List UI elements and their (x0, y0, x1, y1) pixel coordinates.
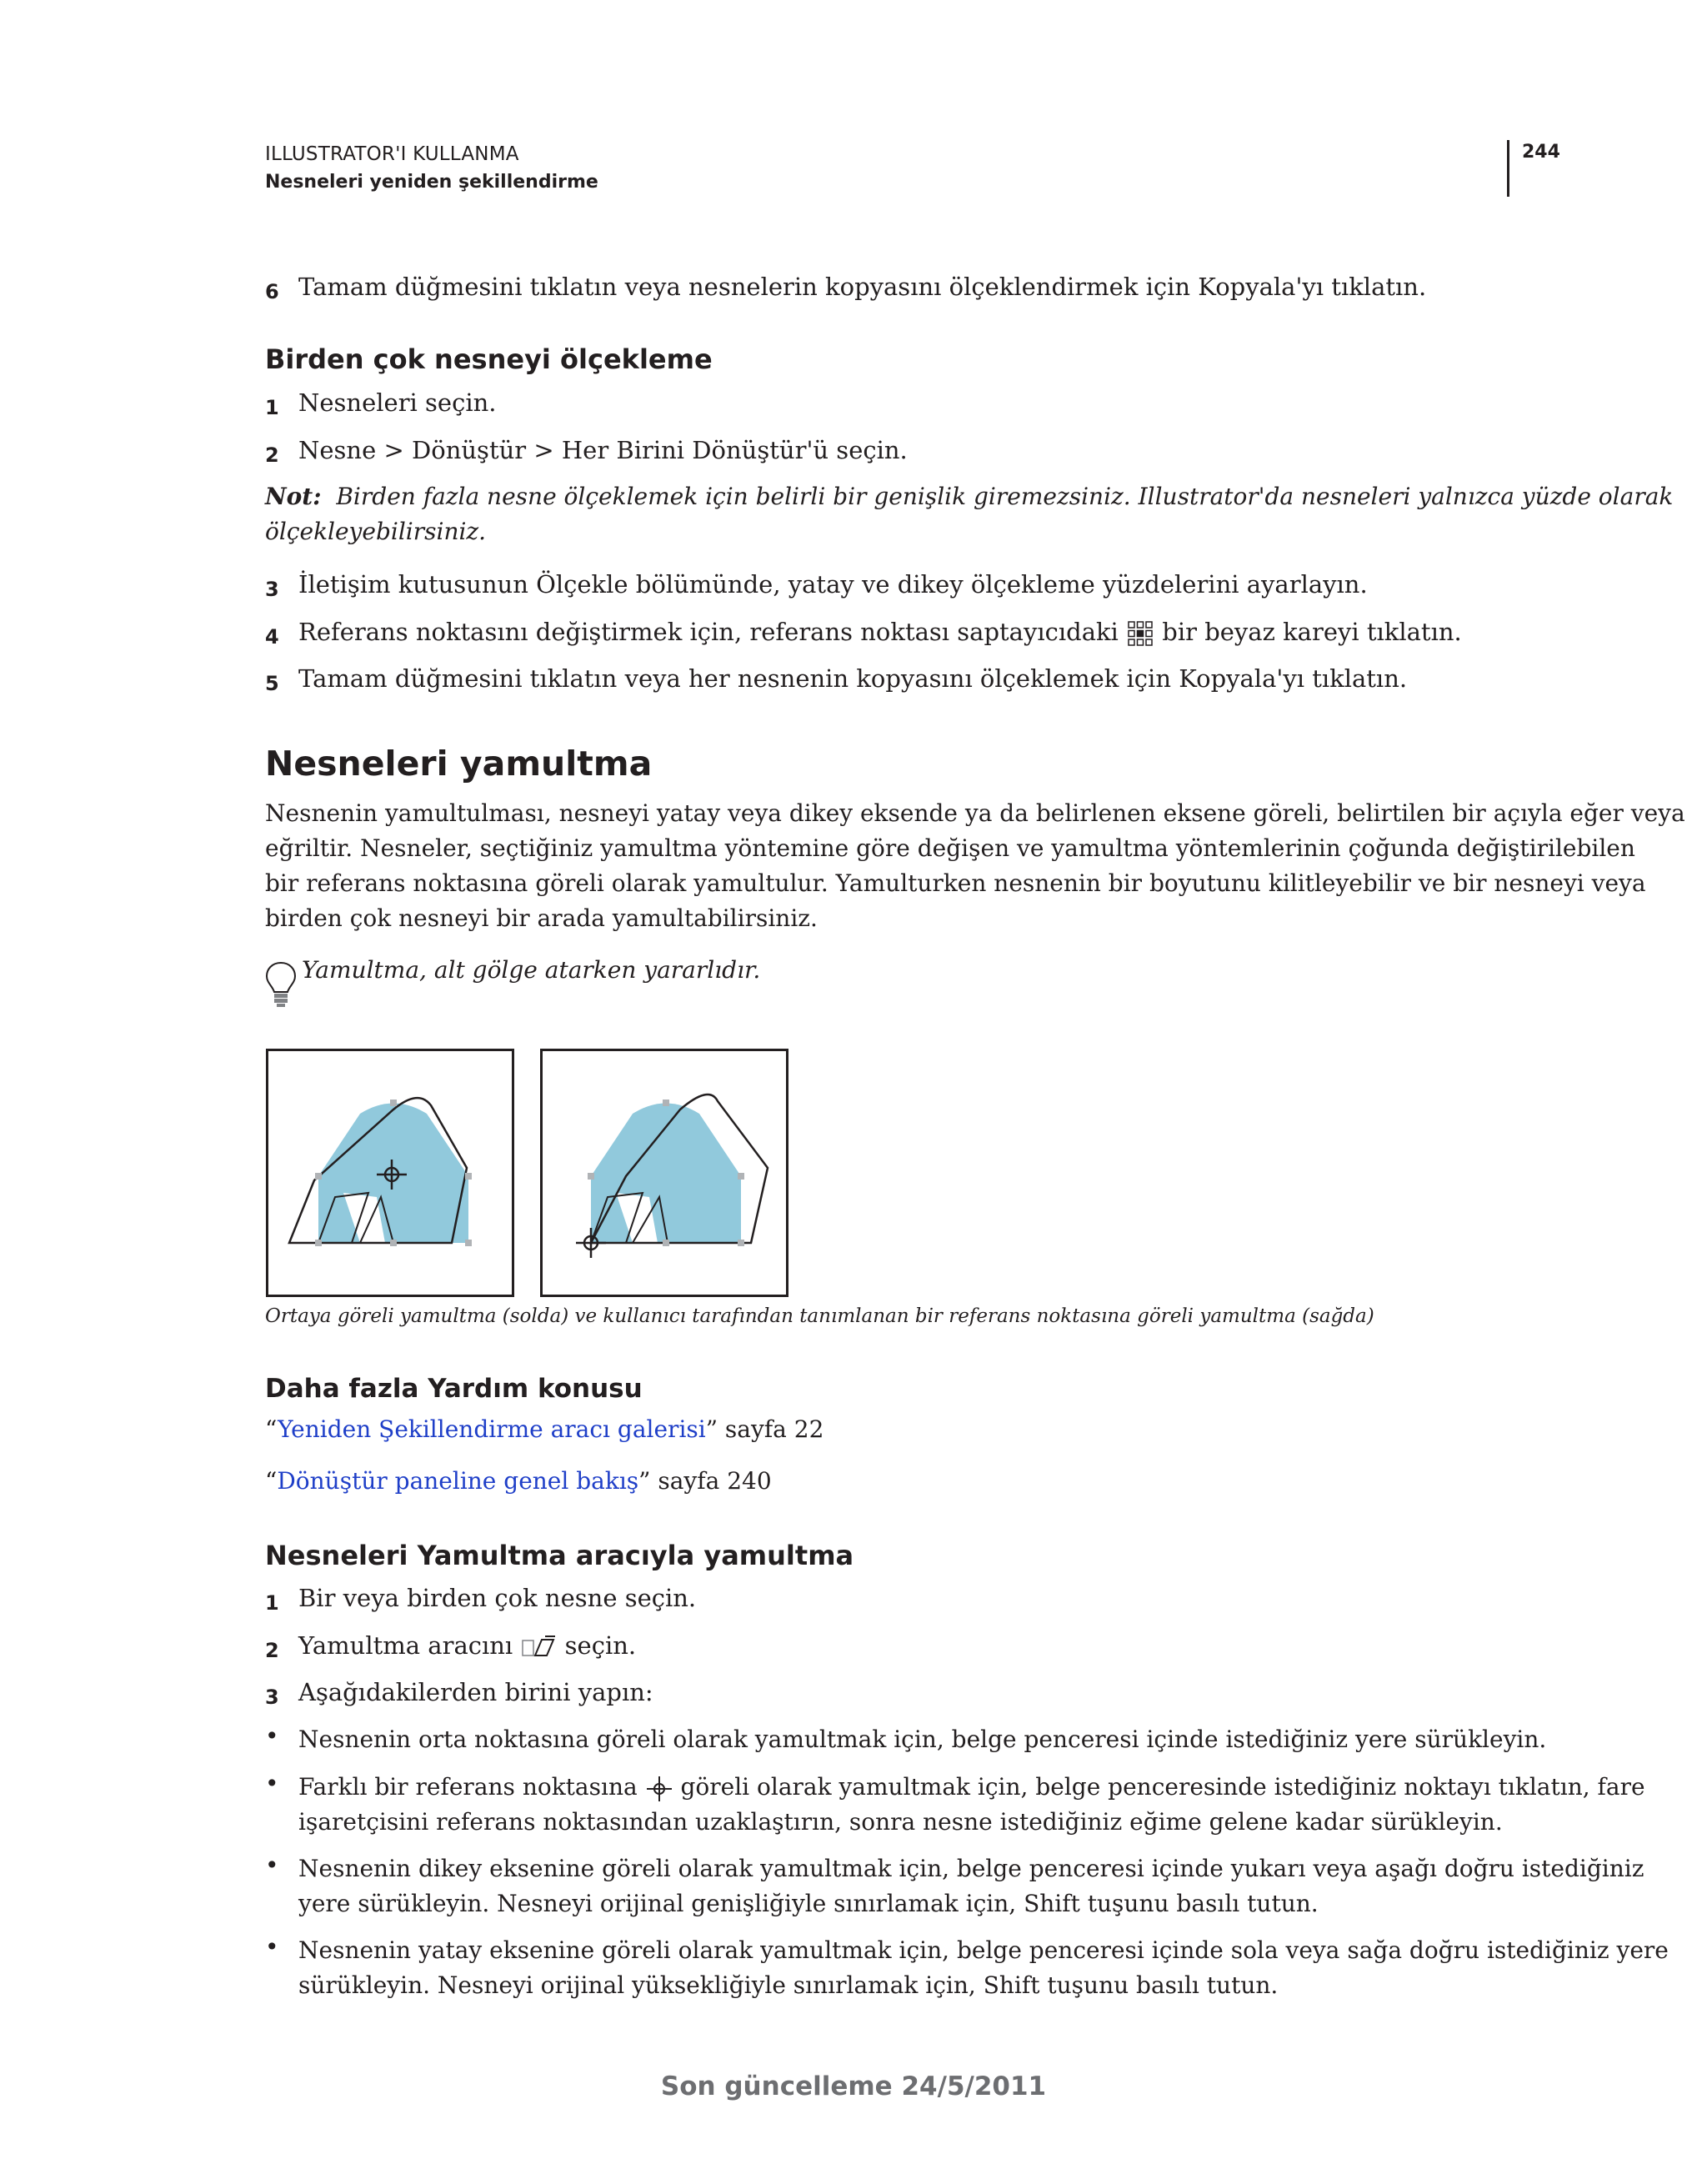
shear-para-line-3: bir referans noktasına göreli olarak yamultulur. Yamulturken nesnenin bir boyutunu kilitleyebilir ve bir nesneyi veya (265, 869, 1646, 897)
note-line-1: Birden fazla nesne ölçeklemek için belirli bir genişlik giremezsiniz. Illustrator'da nesneleri yalnızca yüzde olarak (336, 483, 1674, 510)
section-heading-shear: Nesneleri yamultma (265, 744, 653, 784)
shear-figure-left (266, 1049, 514, 1297)
step-number: 1 (265, 1591, 279, 1615)
step-text: Bir veya birden çok nesne seçin. (298, 1584, 697, 1612)
shear-about-reference-point-illustration (543, 1051, 786, 1295)
shear-about-center-illustration (268, 1051, 512, 1295)
link-transform-panel-overview[interactable]: Dönüştür paneline genel bakış (277, 1467, 639, 1495)
figure-caption: Ortaya göreli yamultma (solda) ve kullanıcı tarafından tanımlanan bir referans noktasına göreli yamultma (sağda) (265, 1305, 1374, 1327)
shear-tool-icon (520, 1633, 557, 1661)
more-help-item-2 (265, 1464, 772, 1499)
step-number: 4 (265, 625, 279, 649)
section-heading-shear-tool: Nesneleri Yamultma aracıyla yamultma (265, 1540, 854, 1571)
reference-point-locator-icon (1126, 619, 1154, 648)
link-page-ref: ” sayfa 22 (705, 1415, 824, 1443)
footer-last-updated: Son güncelleme 24/5/2011 (660, 2071, 1047, 2101)
link-reshape-tool-gallery[interactable]: Yeniden Şekillendirme aracı galerisi (278, 1415, 706, 1443)
section-heading-multi-scale: Birden çok nesneyi ölçekleme (265, 343, 713, 375)
bullet-text-before: Farklı bir referans noktasına (298, 1773, 638, 1801)
step-text (298, 614, 1462, 649)
reference-point-icon (645, 1775, 673, 1803)
quote-open: “ (265, 1415, 278, 1443)
running-header-title: ILLUSTRATOR'I KULLANMA (265, 143, 519, 165)
quote-open: “ (265, 1467, 278, 1495)
running-header-subtitle: Nesneleri yeniden şekillendirme (265, 172, 598, 193)
shear-figure-right (540, 1049, 788, 1297)
shear-para-line-2: eğriltir. Nesneler, seçtiğiniz yamultma yöntemine göre değişen ve yamultma yöntemlerinin çoğunda değiştirilebilen (265, 834, 1635, 862)
bullet-text-line-2: sürükleyin. Nesneyi orijinal yüksekliğiyle sınırlamak için, Shift tuşunu basılı tutun. (298, 1971, 1279, 1999)
step-number: 5 (265, 672, 279, 695)
bullet-text-line-2: yere sürükleyin. Nesneyi orijinal genişliğiyle sınırlamak için, Shift tuşunu basılı tutun. (298, 1890, 1319, 1917)
step-text: Aşağıdakilerden birini yapın: (298, 1678, 653, 1706)
step-number: 3 (265, 1686, 279, 1709)
step-text: İletişim kutusunun Ölçekle bölümünde, yatay ve dikey ölçekleme yüzdelerini ayarlayın. (298, 570, 1368, 599)
more-help-item-1 (265, 1412, 823, 1447)
bullet-text-line-1 (298, 1770, 1645, 1805)
bullet-item-2 (265, 1770, 1645, 1840)
bullet-text-line-1: Nesnenin yatay eksenine göreli olarak yamultmak için, belge penceresi içinde sola veya sağa doğru istediğiniz yere (298, 1936, 1669, 1964)
bullet-marker: • (265, 1933, 279, 1961)
bullet-marker: • (265, 1851, 279, 1879)
step-text-after: bir beyaz kareyi tıklatın. (1162, 618, 1462, 646)
bullet-marker: • (265, 1722, 279, 1750)
bullet-item-4 (265, 1933, 1669, 2003)
link-page-ref: ” sayfa 240 (638, 1467, 772, 1495)
bullet-text: Nesnenin orta noktasına göreli olarak yamultmak için, belge penceresi içinde istediğiniz yere sürükleyin. (298, 1726, 1547, 1753)
note (265, 479, 1673, 514)
step-text: Tamam düğmesini tıklatın veya her nesnenin kopyasını ölçeklemek için Kopyala'yı tıklatın. (298, 664, 1408, 693)
note-line-2: ölçekleyebilirsiniz. (265, 518, 487, 545)
step-text: Nesne > Dönüştür > Her Birini Dönüştür'ü seçin. (298, 436, 908, 464)
step-text-before: Yamultma aracını (298, 1631, 513, 1660)
step-text-before: Referans noktasını değiştirmek için, referans noktası saptayıcıdaki (298, 618, 1119, 646)
step-number: 3 (265, 578, 279, 601)
bullet-marker: • (265, 1770, 279, 1797)
header-divider (1507, 140, 1509, 197)
step-text (298, 1628, 636, 1663)
step-text: Tamam düğmesini tıklatın veya nesnelerin kopyasını ölçeklendirmek için Kopyala'yı tıklatın. (298, 273, 1427, 301)
shear-para-line-4: birden çok nesneyi bir arada yamultabilirsiniz. (265, 904, 818, 932)
bullet-text-line-2: işaretçisini referans noktasından uzaklaştırın, sonra nesne istediğiniz eğime gelene kadar sürükleyin. (298, 1808, 1503, 1836)
step-text: Nesneleri seçin. (298, 388, 497, 417)
step-number: 6 (265, 280, 279, 303)
step-text-after: seçin. (564, 1631, 637, 1660)
bullet-text-after: göreli olarak yamultmak için, belge penceresinde istediğiniz noktayı tıklatın, fare (680, 1773, 1645, 1801)
note-label: Not: (265, 483, 322, 510)
bullet-item-3 (265, 1851, 1644, 1921)
step-number: 2 (265, 443, 279, 467)
bullet-item-1 (265, 1722, 1547, 1757)
step-number: 1 (265, 396, 279, 419)
more-help-heading: Daha fazla Yardım konusu (265, 1374, 643, 1404)
page-number: 244 (1522, 142, 1560, 163)
lightbulb-tip-icon (263, 960, 298, 1010)
tip-text: Yamultma, alt gölge atarken yararlıdır. (302, 956, 761, 984)
step-number: 2 (265, 1639, 279, 1662)
bullet-text-line-1: Nesnenin dikey eksenine göreli olarak yamultmak için, belge penceresi içinde yukarı veya aşağı doğru istediğiniz (298, 1855, 1644, 1882)
shear-para-line-1: Nesnenin yamultulması, nesneyi yatay veya dikey eksende ya da belirlenen eksene göreli, belirtilen bir açıyla eğer veya (265, 799, 1685, 827)
